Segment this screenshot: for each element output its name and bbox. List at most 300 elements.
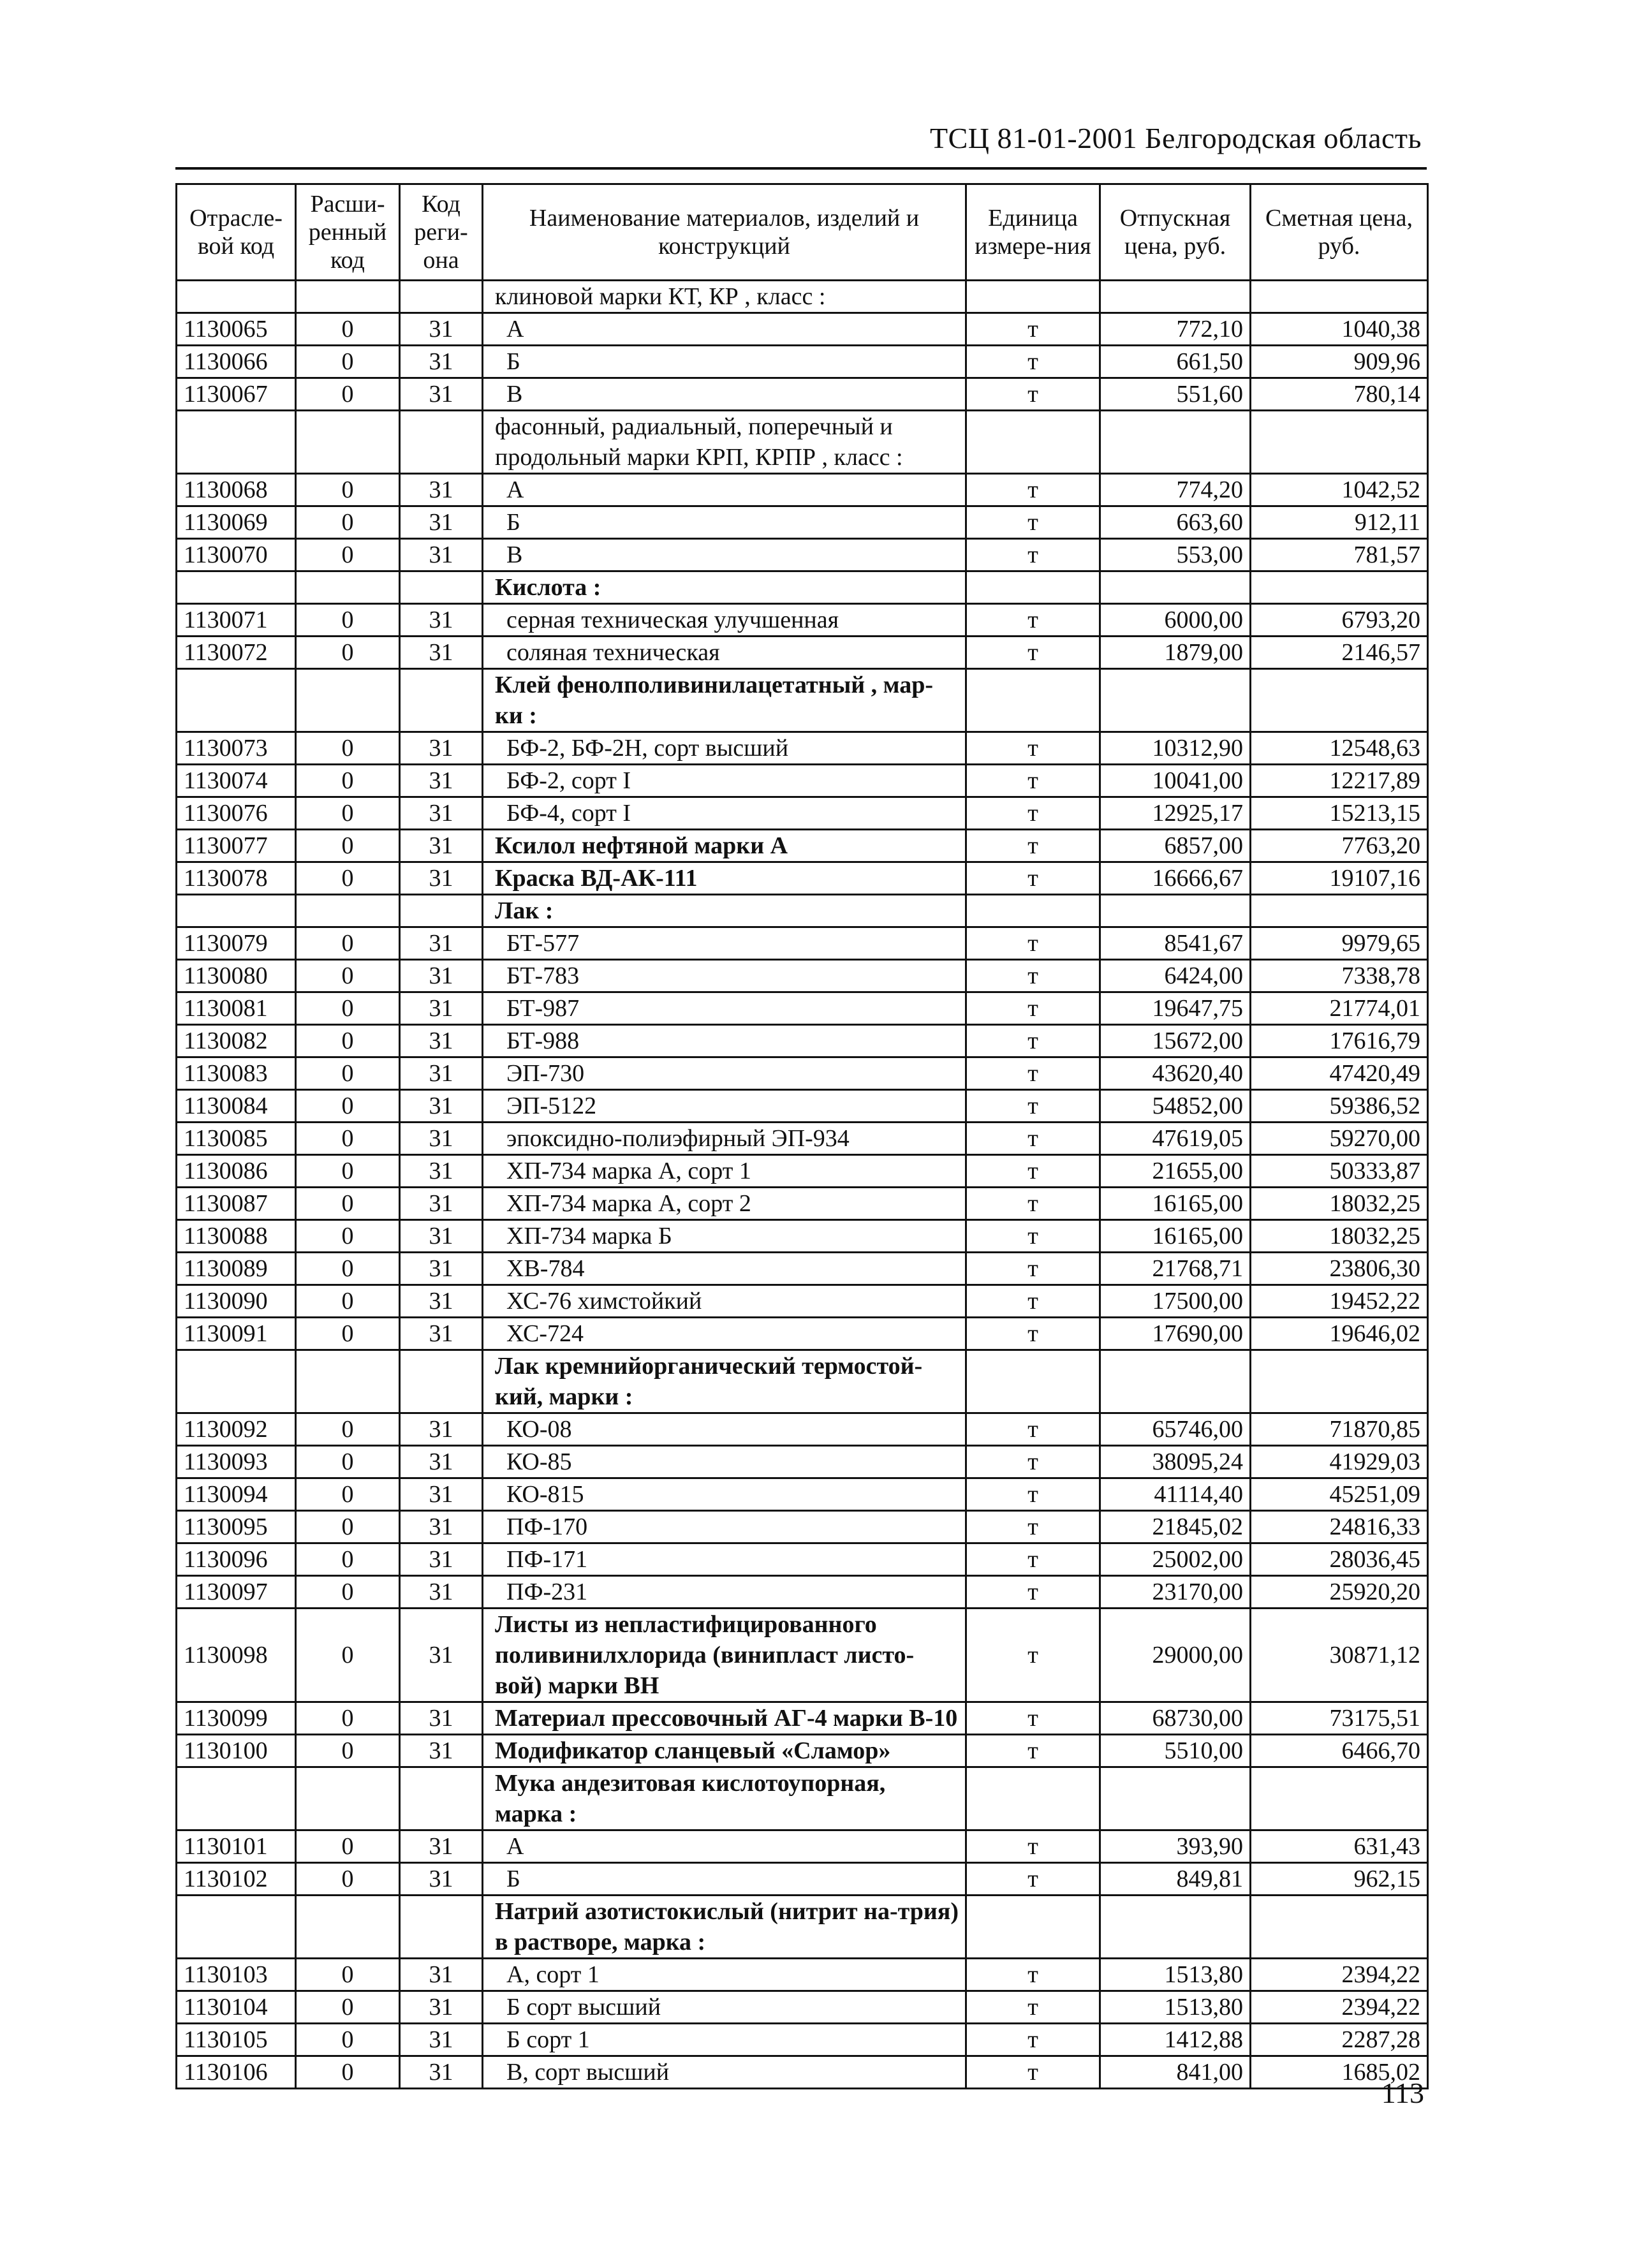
cell-estimate-price: 17616,79: [1251, 1025, 1428, 1057]
cell-code: 1130086: [177, 1155, 296, 1188]
cell-extended-code: 0: [296, 732, 400, 765]
cell-name: Б сорт 1: [483, 2024, 966, 2056]
cell-estimate-price: 30871,12: [1251, 1609, 1428, 1702]
cell-release-price: 65746,00: [1100, 1413, 1251, 1446]
cell-region-code: 31: [400, 1959, 483, 1991]
column-header-unit: Единица измере-ния: [966, 184, 1100, 281]
cell-name: Краска ВД-АК-111: [483, 862, 966, 895]
cell-region-code: 31: [400, 765, 483, 797]
cell-name: Лак :: [483, 895, 966, 927]
cell-estimate-price: 1685,02: [1251, 2056, 1428, 2089]
table-row: [177, 1830, 1428, 1863]
cell-release-price: 19647,75: [1100, 992, 1251, 1025]
cell-region-code: 31: [400, 1511, 483, 1543]
table-section-row: [177, 411, 1428, 474]
cell-code: 1130098: [177, 1609, 296, 1702]
cell-code: 1130083: [177, 1057, 296, 1090]
cell-extended-code: 0: [296, 992, 400, 1025]
header-divider: [175, 167, 1427, 170]
cell-code: 1130100: [177, 1735, 296, 1767]
table-header-row: [177, 184, 1428, 281]
cell-release-price: [1100, 1350, 1251, 1413]
cell-estimate-price: 18032,25: [1251, 1220, 1428, 1253]
cell-region-code: 31: [400, 1155, 483, 1188]
table-row: [177, 378, 1428, 411]
cell-region-code: 31: [400, 346, 483, 378]
cell-name: КО-08: [483, 1413, 966, 1446]
cell-name: Б: [483, 1863, 966, 1896]
table-row: [177, 830, 1428, 862]
cell-estimate-price: 28036,45: [1251, 1543, 1428, 1576]
table-row: [177, 637, 1428, 669]
cell-name: БТ-988: [483, 1025, 966, 1057]
cell-code: 1130071: [177, 604, 296, 637]
cell-extended-code: [296, 281, 400, 313]
cell-extended-code: 0: [296, 1057, 400, 1090]
cell-region-code: 31: [400, 1413, 483, 1446]
cell-unit: т: [966, 862, 1100, 895]
cell-name: А, сорт 1: [483, 1959, 966, 1991]
cell-code: 1130082: [177, 1025, 296, 1057]
column-header-estimate-price: Сметная цена, руб.: [1251, 184, 1428, 281]
cell-code: [177, 669, 296, 732]
cell-release-price: [1100, 1896, 1251, 1959]
cell-release-price: 8541,67: [1100, 927, 1251, 960]
table-row: [177, 732, 1428, 765]
cell-code: 1130066: [177, 346, 296, 378]
cell-estimate-price: 25920,20: [1251, 1576, 1428, 1609]
cell-release-price: 551,60: [1100, 378, 1251, 411]
cell-release-price: 15672,00: [1100, 1025, 1251, 1057]
cell-release-price: 772,10: [1100, 313, 1251, 346]
cell-estimate-price: 912,11: [1251, 506, 1428, 539]
cell-region-code: 31: [400, 1025, 483, 1057]
table-row: [177, 927, 1428, 960]
cell-region-code: [400, 669, 483, 732]
cell-code: [177, 571, 296, 604]
cell-release-price: 68730,00: [1100, 1702, 1251, 1735]
table-row: [177, 1318, 1428, 1350]
cell-extended-code: 0: [296, 1318, 400, 1350]
cell-extended-code: 0: [296, 1155, 400, 1188]
cell-extended-code: 0: [296, 506, 400, 539]
cell-unit: т: [966, 313, 1100, 346]
cell-region-code: 31: [400, 474, 483, 506]
cell-release-price: 1412,88: [1100, 2024, 1251, 2056]
cell-name: эпоксидно-полиэфирный ЭП-934: [483, 1123, 966, 1155]
cell-unit: т: [966, 1702, 1100, 1735]
table-row: [177, 797, 1428, 830]
cell-extended-code: 0: [296, 1025, 400, 1057]
cell-estimate-price: 6466,70: [1251, 1735, 1428, 1767]
cell-estimate-price: 47420,49: [1251, 1057, 1428, 1090]
cell-extended-code: 0: [296, 1830, 400, 1863]
cell-extended-code: 0: [296, 1991, 400, 2024]
cell-unit: т: [966, 1057, 1100, 1090]
cell-name: БФ-2, сорт I: [483, 765, 966, 797]
table-row: [177, 1863, 1428, 1896]
cell-unit: т: [966, 1025, 1100, 1057]
cell-unit: т: [966, 1511, 1100, 1543]
cell-code: 1130077: [177, 830, 296, 862]
cell-unit: т: [966, 1220, 1100, 1253]
cell-estimate-price: 7338,78: [1251, 960, 1428, 992]
cell-name: В, сорт высший: [483, 2056, 966, 2089]
cell-extended-code: 0: [296, 1959, 400, 1991]
cell-code: [177, 1767, 296, 1830]
cell-release-price: 6857,00: [1100, 830, 1251, 862]
cell-name: Кислота :: [483, 571, 966, 604]
cell-region-code: [400, 1350, 483, 1413]
cell-region-code: 31: [400, 1220, 483, 1253]
cell-extended-code: 0: [296, 539, 400, 571]
cell-region-code: 31: [400, 604, 483, 637]
table-section-row: [177, 669, 1428, 732]
cell-estimate-price: 19452,22: [1251, 1285, 1428, 1318]
cell-unit: [966, 411, 1100, 474]
cell-unit: т: [966, 830, 1100, 862]
table-row: [177, 474, 1428, 506]
cell-code: 1130078: [177, 862, 296, 895]
cell-estimate-price: 50333,87: [1251, 1155, 1428, 1188]
table-row: [177, 1188, 1428, 1220]
cell-extended-code: 0: [296, 960, 400, 992]
cell-name: Модификатор сланцевый «Сламор»: [483, 1735, 966, 1767]
cell-release-price: 16666,67: [1100, 862, 1251, 895]
cell-name: КО-85: [483, 1446, 966, 1478]
cell-region-code: 31: [400, 1478, 483, 1511]
cell-unit: [966, 1896, 1100, 1959]
table-row: [177, 992, 1428, 1025]
cell-unit: [966, 1350, 1100, 1413]
cell-release-price: 661,50: [1100, 346, 1251, 378]
cell-extended-code: 0: [296, 765, 400, 797]
cell-extended-code: 0: [296, 1609, 400, 1702]
table-row: [177, 1543, 1428, 1576]
cell-region-code: 31: [400, 732, 483, 765]
cell-estimate-price: 962,15: [1251, 1863, 1428, 1896]
cell-name: Натрий азотистокислый (нитрит на-трия) в растворе, марка :: [483, 1896, 966, 1959]
cell-extended-code: 0: [296, 1220, 400, 1253]
cell-unit: т: [966, 1446, 1100, 1478]
cell-extended-code: 0: [296, 1543, 400, 1576]
cell-extended-code: [296, 895, 400, 927]
cell-extended-code: 0: [296, 474, 400, 506]
cell-unit: т: [966, 1155, 1100, 1188]
cell-unit: т: [966, 1090, 1100, 1123]
cell-code: 1130076: [177, 797, 296, 830]
cell-extended-code: 0: [296, 1735, 400, 1767]
table-section-row: [177, 895, 1428, 927]
cell-name: ЭП-5122: [483, 1090, 966, 1123]
table-row: [177, 1446, 1428, 1478]
cell-name: В: [483, 539, 966, 571]
cell-region-code: 31: [400, 960, 483, 992]
cell-code: 1130092: [177, 1413, 296, 1446]
cell-code: 1130096: [177, 1543, 296, 1576]
table-row: [177, 960, 1428, 992]
cell-region-code: 31: [400, 1123, 483, 1155]
cell-estimate-price: 45251,09: [1251, 1478, 1428, 1511]
cell-name: ХП-734 марка Б: [483, 1220, 966, 1253]
cell-extended-code: 0: [296, 1090, 400, 1123]
cell-extended-code: 0: [296, 604, 400, 637]
cell-unit: [966, 669, 1100, 732]
cell-name: соляная техническая: [483, 637, 966, 669]
cell-name: ЭП-730: [483, 1057, 966, 1090]
table-row: [177, 1959, 1428, 1991]
cell-region-code: 31: [400, 506, 483, 539]
table-row: [177, 1285, 1428, 1318]
cell-release-price: 25002,00: [1100, 1543, 1251, 1576]
cell-code: 1130081: [177, 992, 296, 1025]
cell-unit: т: [966, 992, 1100, 1025]
cell-unit: т: [966, 506, 1100, 539]
cell-extended-code: 0: [296, 637, 400, 669]
cell-unit: т: [966, 2024, 1100, 2056]
cell-code: 1130095: [177, 1511, 296, 1543]
cell-release-price: 41114,40: [1100, 1478, 1251, 1511]
cell-unit: т: [966, 1830, 1100, 1863]
table-row: [177, 1155, 1428, 1188]
cell-estimate-price: [1251, 669, 1428, 732]
table-row: [177, 539, 1428, 571]
cell-region-code: 31: [400, 2024, 483, 2056]
table-row: [177, 1090, 1428, 1123]
cell-code: 1130094: [177, 1478, 296, 1511]
cell-code: 1130099: [177, 1702, 296, 1735]
cell-extended-code: 0: [296, 2056, 400, 2089]
cell-region-code: 31: [400, 1090, 483, 1123]
cell-name: ПФ-171: [483, 1543, 966, 1576]
cell-extended-code: 0: [296, 1576, 400, 1609]
cell-release-price: 393,90: [1100, 1830, 1251, 1863]
cell-unit: т: [966, 1318, 1100, 1350]
cell-estimate-price: 73175,51: [1251, 1702, 1428, 1735]
cell-name: А: [483, 474, 966, 506]
table-header: [177, 184, 1428, 281]
cell-region-code: 31: [400, 1735, 483, 1767]
cell-code: [177, 895, 296, 927]
cell-code: [177, 1896, 296, 1959]
cell-unit: т: [966, 927, 1100, 960]
cell-code: 1130103: [177, 1959, 296, 1991]
cell-region-code: 31: [400, 1253, 483, 1285]
cell-unit: т: [966, 1959, 1100, 1991]
cell-unit: т: [966, 1609, 1100, 1702]
table-row: [177, 765, 1428, 797]
cell-name: Б сорт высший: [483, 1991, 966, 2024]
cell-name: БТ-987: [483, 992, 966, 1025]
cell-region-code: 31: [400, 1863, 483, 1896]
table-row: [177, 1576, 1428, 1609]
cell-region-code: 31: [400, 1318, 483, 1350]
cell-estimate-price: 1042,52: [1251, 474, 1428, 506]
cell-estimate-price: [1251, 1896, 1428, 1959]
cell-code: 1130106: [177, 2056, 296, 2089]
cell-extended-code: [296, 411, 400, 474]
table-section-row: [177, 1767, 1428, 1830]
cell-release-price: [1100, 895, 1251, 927]
cell-region-code: 31: [400, 637, 483, 669]
cell-unit: т: [966, 346, 1100, 378]
table-row: [177, 506, 1428, 539]
cell-release-price: 663,60: [1100, 506, 1251, 539]
cell-name: БТ-783: [483, 960, 966, 992]
cell-extended-code: 0: [296, 313, 400, 346]
cell-release-price: 16165,00: [1100, 1188, 1251, 1220]
cell-region-code: 31: [400, 1057, 483, 1090]
cell-unit: т: [966, 378, 1100, 411]
cell-release-price: 1513,80: [1100, 1991, 1251, 2024]
cell-estimate-price: 1040,38: [1251, 313, 1428, 346]
cell-region-code: [400, 1767, 483, 1830]
cell-name: Ксилол нефтяной марки А: [483, 830, 966, 862]
cell-estimate-price: 19107,16: [1251, 862, 1428, 895]
cell-release-price: 774,20: [1100, 474, 1251, 506]
cell-code: 1130074: [177, 765, 296, 797]
cell-extended-code: 0: [296, 1123, 400, 1155]
cell-code: 1130105: [177, 2024, 296, 2056]
cell-extended-code: 0: [296, 1702, 400, 1735]
cell-name: серная техническая улучшенная: [483, 604, 966, 637]
page-number: 113: [1381, 2077, 1424, 2109]
table-row: [177, 1478, 1428, 1511]
column-header-name: Наименование материалов, изделий и конструкций: [483, 184, 966, 281]
cell-name: ПФ-170: [483, 1511, 966, 1543]
cell-unit: т: [966, 474, 1100, 506]
cell-estimate-price: [1251, 571, 1428, 604]
cell-extended-code: 0: [296, 1863, 400, 1896]
cell-unit: т: [966, 1188, 1100, 1220]
cell-region-code: 31: [400, 992, 483, 1025]
cell-name: А: [483, 313, 966, 346]
cell-unit: т: [966, 637, 1100, 669]
table-row: [177, 1735, 1428, 1767]
cell-region-code: 31: [400, 1543, 483, 1576]
cell-estimate-price: 7763,20: [1251, 830, 1428, 862]
cell-region-code: [400, 281, 483, 313]
cell-estimate-price: 2146,57: [1251, 637, 1428, 669]
cell-estimate-price: 21774,01: [1251, 992, 1428, 1025]
cell-code: 1130085: [177, 1123, 296, 1155]
cell-release-price: [1100, 571, 1251, 604]
cell-name: БТ-577: [483, 927, 966, 960]
cell-estimate-price: 23806,30: [1251, 1253, 1428, 1285]
table-body: [177, 281, 1428, 2089]
cell-region-code: 31: [400, 2056, 483, 2089]
cell-extended-code: 0: [296, 346, 400, 378]
cell-estimate-price: [1251, 1350, 1428, 1413]
cell-unit: т: [966, 1735, 1100, 1767]
cell-code: 1130073: [177, 732, 296, 765]
cell-release-price: 841,00: [1100, 2056, 1251, 2089]
cell-name: БФ-4, сорт I: [483, 797, 966, 830]
cell-release-price: 29000,00: [1100, 1609, 1251, 1702]
cell-code: [177, 281, 296, 313]
cell-name: фасонный, радиальный, поперечный и продольный марки КРП, КРПР , класс :: [483, 411, 966, 474]
cell-unit: т: [966, 1991, 1100, 2024]
cell-name: ХП-734 марка А, сорт 1: [483, 1155, 966, 1188]
cell-release-price: [1100, 411, 1251, 474]
cell-name: Листы из непластифицированного поливинилхлорида (винипласт листо-вой) марки ВН: [483, 1609, 966, 1702]
cell-release-price: 17500,00: [1100, 1285, 1251, 1318]
cell-release-price: 6000,00: [1100, 604, 1251, 637]
cell-region-code: 31: [400, 862, 483, 895]
cell-unit: [966, 571, 1100, 604]
cell-release-price: 1513,80: [1100, 1959, 1251, 1991]
cell-extended-code: 0: [296, 862, 400, 895]
column-header-region-code: Код реги-она: [400, 184, 483, 281]
cell-unit: т: [966, 1576, 1100, 1609]
table-row: [177, 346, 1428, 378]
cell-code: 1130070: [177, 539, 296, 571]
cell-release-price: 849,81: [1100, 1863, 1251, 1896]
column-header-extended-code: Расши-ренный код: [296, 184, 400, 281]
cell-estimate-price: 19646,02: [1251, 1318, 1428, 1350]
cell-estimate-price: 59270,00: [1251, 1123, 1428, 1155]
table-row: [177, 1123, 1428, 1155]
cell-region-code: 31: [400, 1188, 483, 1220]
cell-estimate-price: 9979,65: [1251, 927, 1428, 960]
cell-release-price: 38095,24: [1100, 1446, 1251, 1478]
cell-release-price: 553,00: [1100, 539, 1251, 571]
cell-unit: т: [966, 960, 1100, 992]
cell-estimate-price: 780,14: [1251, 378, 1428, 411]
cell-estimate-price: [1251, 895, 1428, 927]
cell-release-price: [1100, 1767, 1251, 1830]
cell-region-code: 31: [400, 1285, 483, 1318]
cell-name: ПФ-231: [483, 1576, 966, 1609]
cell-extended-code: 0: [296, 378, 400, 411]
cell-region-code: [400, 895, 483, 927]
cell-code: 1130087: [177, 1188, 296, 1220]
price-table: [175, 183, 1429, 2089]
cell-name: Лак кремнийорганический термостой-кий, марки :: [483, 1350, 966, 1413]
cell-estimate-price: 2394,22: [1251, 1991, 1428, 2024]
table-row: [177, 1991, 1428, 2024]
cell-region-code: 31: [400, 1576, 483, 1609]
cell-estimate-price: 71870,85: [1251, 1413, 1428, 1446]
table-row: [177, 2024, 1428, 2056]
cell-estimate-price: 59386,52: [1251, 1090, 1428, 1123]
cell-code: 1130079: [177, 927, 296, 960]
cell-unit: т: [966, 1478, 1100, 1511]
cell-code: 1130090: [177, 1285, 296, 1318]
cell-region-code: 31: [400, 1830, 483, 1863]
cell-release-price: 5510,00: [1100, 1735, 1251, 1767]
cell-extended-code: 0: [296, 830, 400, 862]
cell-region-code: 31: [400, 797, 483, 830]
cell-region-code: [400, 1896, 483, 1959]
cell-unit: [966, 1767, 1100, 1830]
cell-code: [177, 411, 296, 474]
cell-region-code: 31: [400, 539, 483, 571]
table-row: [177, 1413, 1428, 1446]
table-row: [177, 1220, 1428, 1253]
cell-release-price: 1879,00: [1100, 637, 1251, 669]
cell-estimate-price: 24816,33: [1251, 1511, 1428, 1543]
cell-estimate-price: 6793,20: [1251, 604, 1428, 637]
cell-region-code: [400, 411, 483, 474]
cell-code: 1130088: [177, 1220, 296, 1253]
cell-code: [177, 1350, 296, 1413]
cell-release-price: 17690,00: [1100, 1318, 1251, 1350]
cell-extended-code: 0: [296, 1285, 400, 1318]
cell-region-code: 31: [400, 1446, 483, 1478]
document-header-title: ТСЦ 81-01-2001 Белгородская область: [930, 122, 1422, 154]
cell-code: 1130072: [177, 637, 296, 669]
